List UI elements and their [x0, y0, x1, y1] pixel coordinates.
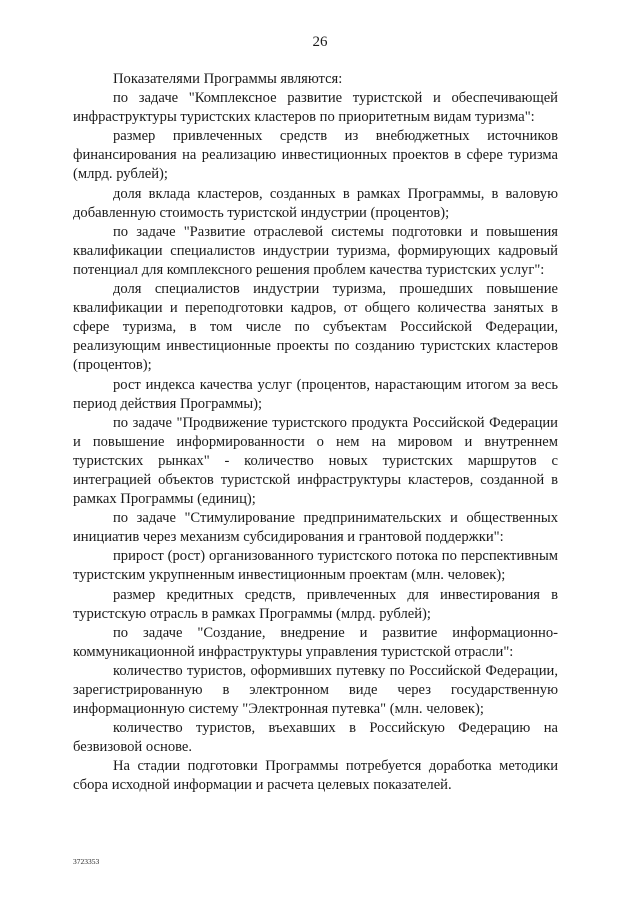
- paragraph-indicator: количество туристов, оформивших путевку по Российской Федерации, зарегистрированную в электронном виде через государственную информационную систему "Электронная путевка" (млн. человек);: [73, 662, 558, 718]
- paragraph-indicator: доля вклада кластеров, созданных в рамках Программы, в валовую добавленную стоимость туристской индустрии (процентов);: [73, 185, 558, 221]
- document-code: 3723353: [73, 857, 100, 866]
- paragraph-indicator: количество туристов, въехавших в Российскую Федерацию на безвизовой основе.: [73, 720, 558, 756]
- paragraph-indicator: доля специалистов индустрии туризма, прошедших повышение квалификации и переподготовки кадров, от общего количества занятых в сфере туризма, в том числе по субъектам Российской Федерации, реализующим инвестиционные проекты по созданию туристских кластеров (процентов);: [73, 281, 558, 374]
- paragraph-task-1: по задаче "Комплексное развитие туристской и обеспечивающей инфраструктуры туристских кластеров по приоритетным видам туризма":: [73, 90, 558, 126]
- paragraph-task-4: по задаче "Стимулирование предпринимательских и общественных инициатив через механизм субсидирования и грантовой поддержки":: [73, 510, 558, 546]
- paragraph-task-5: по задаче "Создание, внедрение и развитие информационно-коммуникационной инфраструктуры управления туристской отрасли":: [73, 624, 558, 660]
- paragraph-conclusion: На стадии подготовки Программы потребуется доработка методики сбора исходной информации и расчета целевых показателей.: [73, 758, 558, 794]
- paragraph-indicator: размер привлеченных средств из внебюджетных источников финансирования на реализацию инвестиционных проектов в сфере туризма (млрд. рублей);: [73, 128, 558, 183]
- paragraph-intro: Показателями Программы являются:: [113, 71, 343, 87]
- paragraph-task-3: по задаче "Продвижение туристского продукта Российской Федерации и повышение информированности о нем на мировом и внутреннем туристских рынках" - количество новых туристских маршрутов с интеграцией объектов туристской инфраструктуры кластеров, созданной в рамках Программы (единиц);: [73, 414, 558, 508]
- paragraph-indicator: размер кредитных средств, привлеченных для инвестирования в туристскую отрасль в рамках Программы (млрд. рублей);: [73, 586, 558, 622]
- page-number: 26: [312, 34, 328, 50]
- paragraph-task-2: по задаче "Развитие отраслевой системы подготовки и повышения квалификации специалистов индустрии туризма, формирующих кадровый потенциал для комплексного решения проблем качества туристских услуг":: [73, 223, 558, 278]
- paragraph-indicator: рост индекса качества услуг (процентов, нарастающим итогом за весь период действия Программы);: [73, 376, 558, 412]
- document-body: [73, 70, 558, 796]
- paragraph-indicator: прирост (рост) организованного туристского потока по перспективным туристским укрупненным инвестиционным проектам (млн. человек);: [73, 548, 558, 584]
